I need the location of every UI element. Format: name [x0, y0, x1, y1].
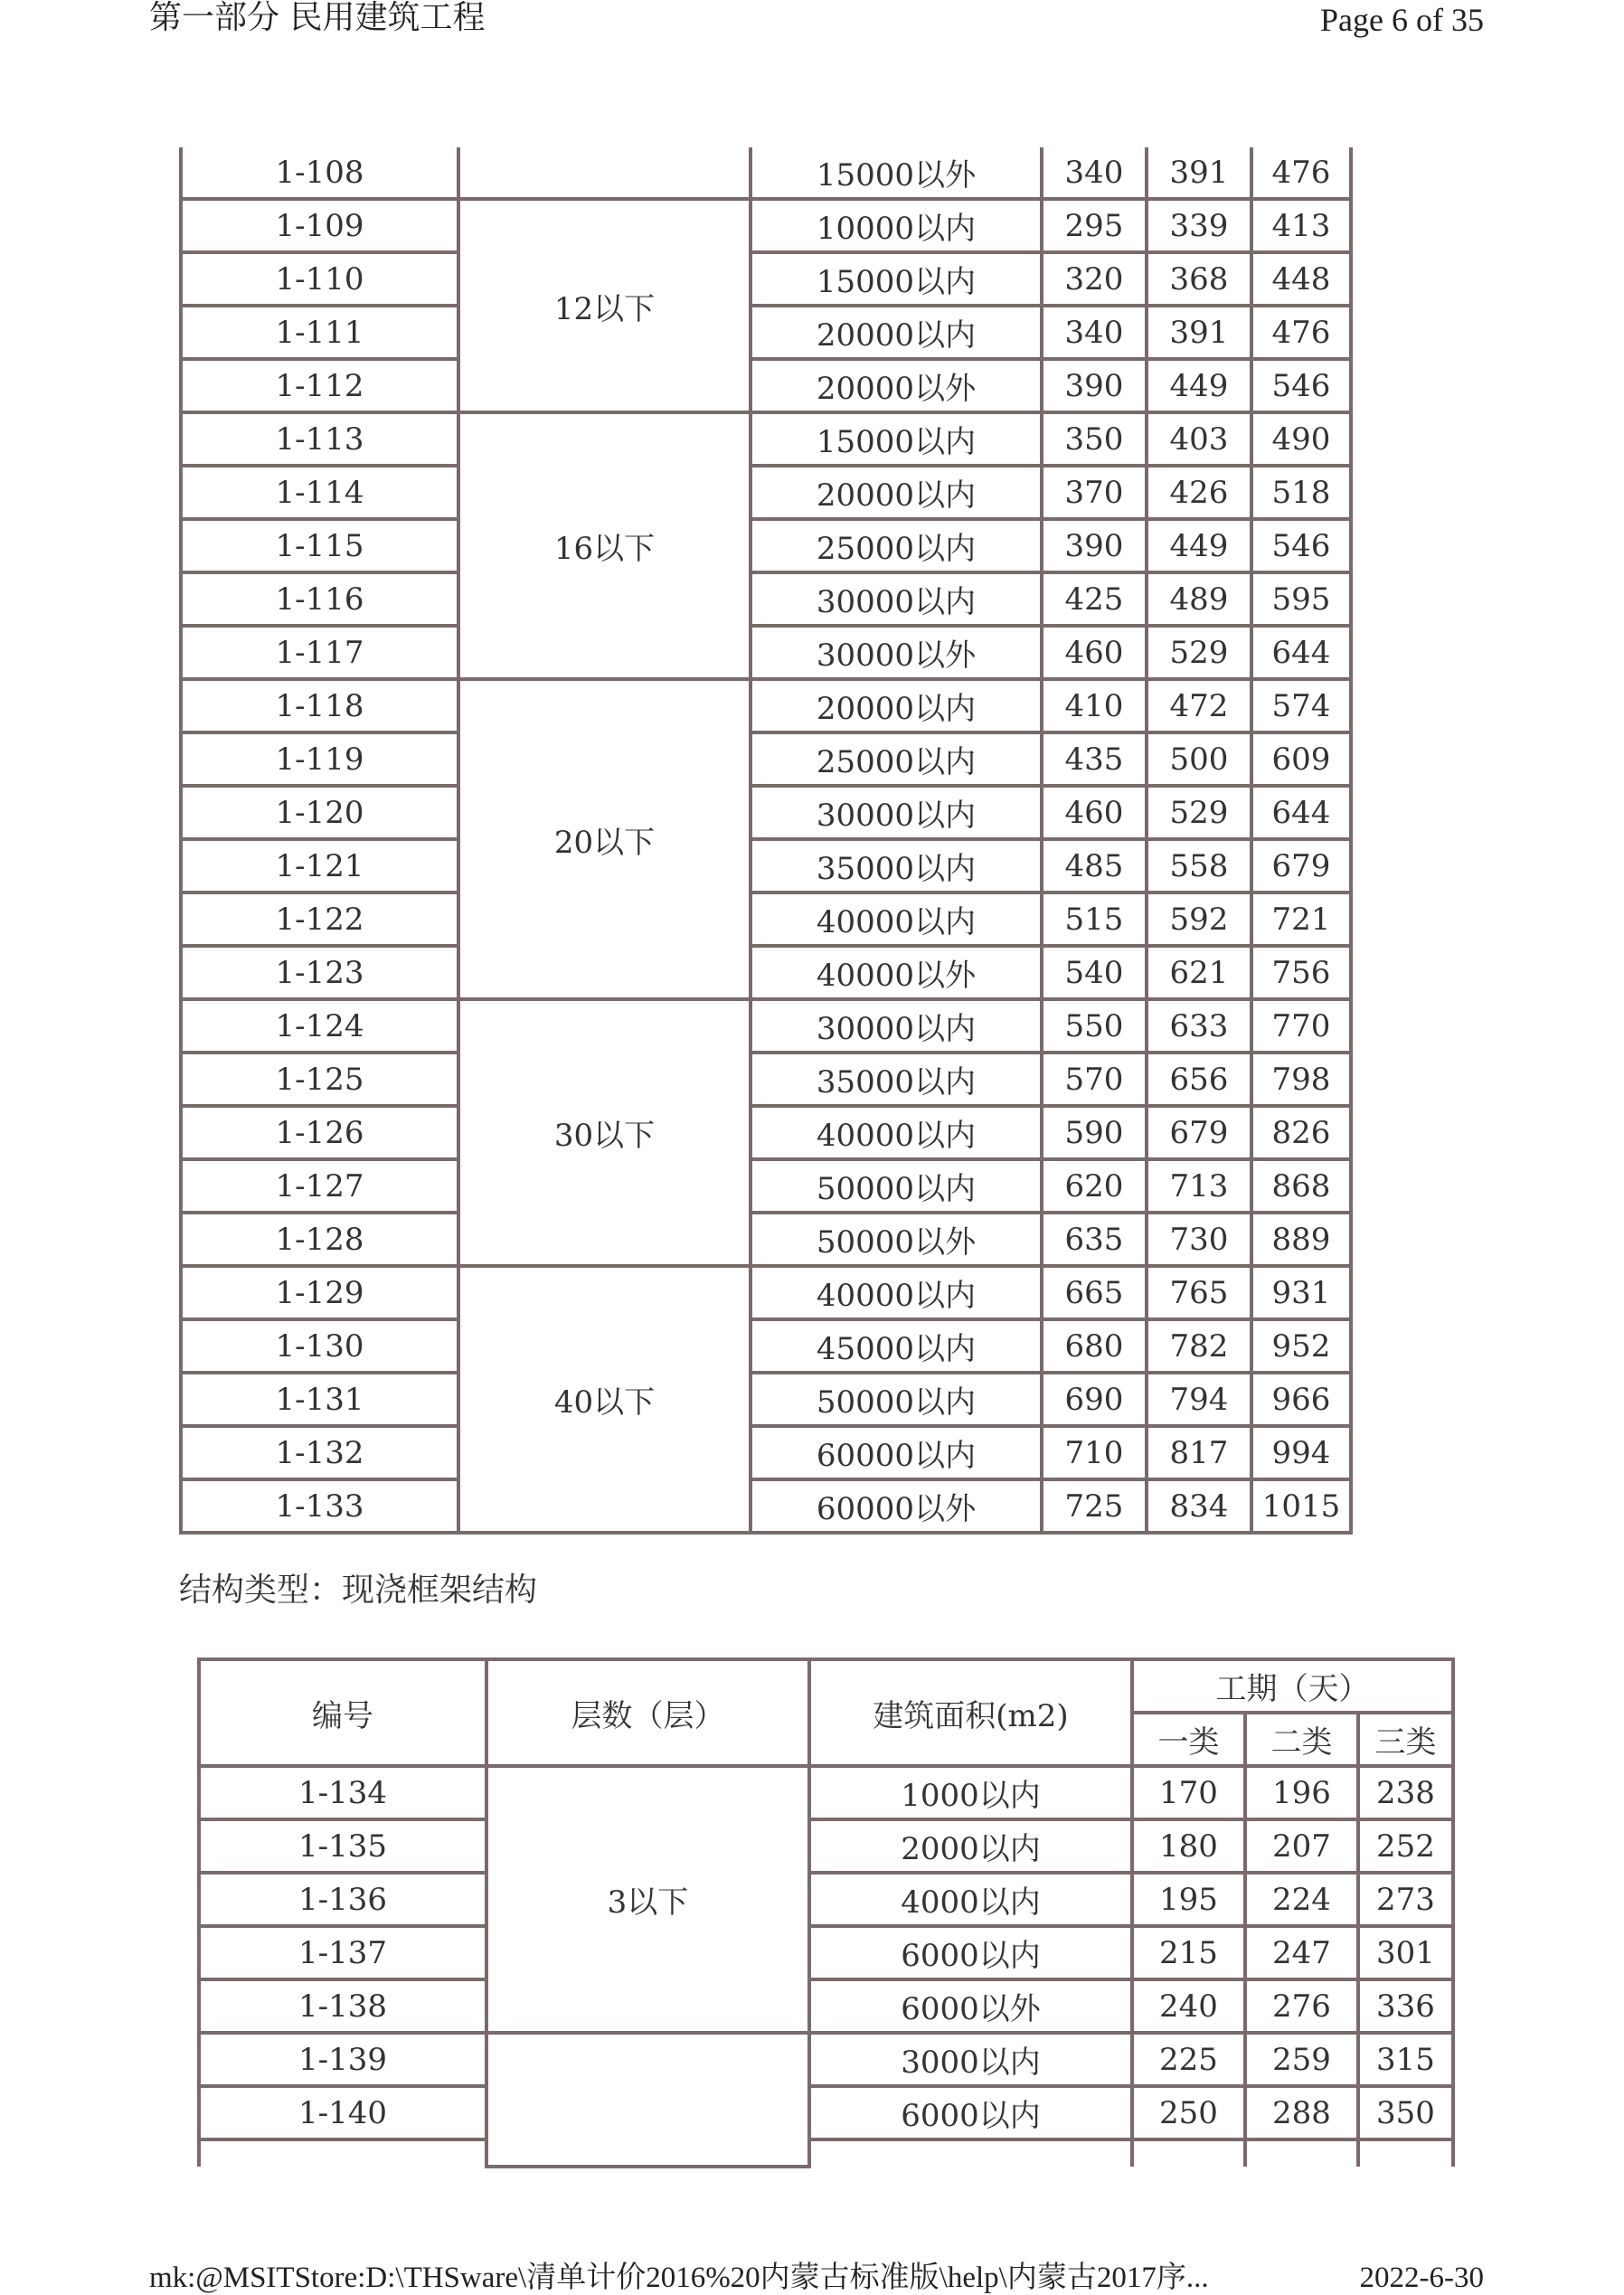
table-row: [199, 1766, 1453, 1819]
cell-class3: 413: [1251, 199, 1351, 252]
cell-class3: 868: [1251, 1159, 1351, 1213]
cell-area: 60000以外: [751, 1479, 1042, 1533]
header-number: 编号: [199, 1659, 486, 1766]
cell-class2: 489: [1147, 572, 1251, 626]
cell-class3: 490: [1251, 412, 1351, 466]
cell-area: 45000以内: [751, 1319, 1042, 1373]
cell-number: 1-123: [181, 946, 458, 999]
cell-class1: 225: [1132, 2033, 1245, 2086]
cell-class3: 476: [1251, 306, 1351, 359]
footer-path: mk:@MSITStore:D:\THSware\清单计价2016%20内蒙古标准版\help\内蒙古2017序...: [149, 2262, 1209, 2294]
cell-number: 1-108: [181, 147, 458, 199]
cell-area: 30000以内: [751, 999, 1042, 1053]
cell-area: 3000以内: [809, 2033, 1132, 2086]
table-row: [181, 1426, 1351, 1479]
cell-area: 40000以外: [751, 946, 1042, 999]
cell-floors: 40以下: [458, 1266, 751, 1533]
cell-class2: 529: [1147, 626, 1251, 679]
cell-area: 1000以内: [809, 1766, 1132, 1819]
cell-area: 30000以内: [751, 572, 1042, 626]
cell-number: 1-134: [199, 1766, 486, 1819]
table-row: [181, 732, 1351, 786]
table-row: [181, 147, 1351, 199]
cell-class1: 680: [1042, 1319, 1147, 1373]
table-row: [181, 999, 1351, 1053]
header-page-number: Page 6 of 35: [1320, 2, 1484, 38]
table-row: [199, 2086, 1453, 2139]
cell-number: 1-118: [181, 679, 458, 732]
cell-class1: 180: [1132, 1819, 1245, 1873]
cell-class2: 730: [1147, 1213, 1251, 1266]
cell-class3: 252: [1358, 1819, 1453, 1873]
cell-class3: 644: [1251, 786, 1351, 839]
header-period: 工期（天）: [1132, 1659, 1453, 1713]
cell-area: 35000以内: [751, 839, 1042, 892]
cell-area: 50000以外: [751, 1213, 1042, 1266]
cell-class3: 966: [1251, 1373, 1351, 1426]
cell-class1: 590: [1042, 1106, 1147, 1159]
cell-class1: 635: [1042, 1213, 1147, 1266]
cell-class2: 224: [1245, 1873, 1358, 1926]
cell-class3: 756: [1251, 946, 1351, 999]
cell-floors: [486, 2033, 809, 2167]
cell-class3: 518: [1251, 466, 1351, 519]
cell-number: 1-138: [199, 1979, 486, 2033]
cell-class2: 656: [1147, 1053, 1251, 1106]
cell-area: 20000以内: [751, 679, 1042, 732]
cell-class3: 476: [1251, 147, 1351, 199]
cell-class3: 595: [1251, 572, 1351, 626]
cell-class2: 713: [1147, 1159, 1251, 1213]
cell-class2: 288: [1245, 2086, 1358, 2139]
table-row: [181, 412, 1351, 466]
table-row: [199, 2033, 1453, 2086]
cell-number: 1-119: [181, 732, 458, 786]
cell-class2: 633: [1147, 999, 1251, 1053]
cell-number: 1-136: [199, 1873, 486, 1926]
table-row: [181, 1373, 1351, 1426]
table-row: [181, 892, 1351, 946]
table-row: [181, 1266, 1351, 1319]
table-row: [199, 1819, 1453, 1873]
cell-class2: [1245, 2139, 1358, 2167]
cell-class2: 500: [1147, 732, 1251, 786]
cell-area: 20000以外: [751, 359, 1042, 412]
cell-class3: 1015: [1251, 1479, 1351, 1533]
cell-class2: 391: [1147, 147, 1251, 199]
cell-class1: 390: [1042, 519, 1147, 572]
cell-class3: 644: [1251, 626, 1351, 679]
cell-class2: 259: [1245, 2033, 1358, 2086]
cell-class3: 609: [1251, 732, 1351, 786]
cell-class1: 540: [1042, 946, 1147, 999]
cell-floors: 30以下: [458, 999, 751, 1266]
cell-area: 15000以内: [751, 252, 1042, 306]
cell-area: 40000以内: [751, 892, 1042, 946]
cell-class3: 350: [1358, 2086, 1453, 2139]
cell-number: 1-133: [181, 1479, 458, 1533]
cell-area: 6000以内: [809, 1926, 1132, 1979]
cell-class1: 240: [1132, 1979, 1245, 2033]
header-class1: 一类: [1132, 1713, 1245, 1766]
table-row: [181, 466, 1351, 519]
cell-class1: 170: [1132, 1766, 1245, 1819]
cell-number: 1-127: [181, 1159, 458, 1213]
cell-class1: 370: [1042, 466, 1147, 519]
cell-class2: 472: [1147, 679, 1251, 732]
cell-class3: 721: [1251, 892, 1351, 946]
cell-area: 60000以内: [751, 1426, 1042, 1479]
cell-class3: 826: [1251, 1106, 1351, 1159]
cell-class1: 340: [1042, 306, 1147, 359]
table-row: [181, 1053, 1351, 1106]
duration-table-2: [197, 1658, 1455, 2168]
cell-area: 15000以外: [751, 147, 1042, 199]
cell-number: 1-120: [181, 786, 458, 839]
cell-class1: 460: [1042, 626, 1147, 679]
cell-class3: 994: [1251, 1426, 1351, 1479]
cell-class2: 529: [1147, 786, 1251, 839]
table-row: [181, 1479, 1351, 1533]
cell-class1: 340: [1042, 147, 1147, 199]
cell-number: 1-110: [181, 252, 458, 306]
cell-class1: 250: [1132, 2086, 1245, 2139]
cell-class3: 238: [1358, 1766, 1453, 1819]
cell-class1: 570: [1042, 1053, 1147, 1106]
cell-class3: 301: [1358, 1926, 1453, 1979]
cell-class1: 710: [1042, 1426, 1147, 1479]
cell-class1: 215: [1132, 1926, 1245, 1979]
cell-area: 20000以内: [751, 306, 1042, 359]
cell-class3: 546: [1251, 359, 1351, 412]
cell-number: 1-122: [181, 892, 458, 946]
cell-area: 10000以内: [751, 199, 1042, 252]
cell-area: 40000以内: [751, 1106, 1042, 1159]
cell-class2: 449: [1147, 359, 1251, 412]
cell-class2: 391: [1147, 306, 1251, 359]
table-row: [199, 1926, 1453, 1979]
cell-number: 1-139: [199, 2033, 486, 2086]
table-row: [199, 1979, 1453, 2033]
table-row: [181, 1106, 1351, 1159]
cell-class2: 817: [1147, 1426, 1251, 1479]
cell-class3: [1358, 2139, 1453, 2167]
cell-class2: 765: [1147, 1266, 1251, 1319]
cell-number: 1-116: [181, 572, 458, 626]
table-row: [181, 199, 1351, 252]
cell-class2: 621: [1147, 946, 1251, 999]
cell-class2: 247: [1245, 1926, 1358, 1979]
cell-class2: 679: [1147, 1106, 1251, 1159]
cell-class1: 665: [1042, 1266, 1147, 1319]
table-row: [181, 1213, 1351, 1266]
cell-number: 1-130: [181, 1319, 458, 1373]
cell-number: 1-113: [181, 412, 458, 466]
table-row: [181, 786, 1351, 839]
cell-class1: 435: [1042, 732, 1147, 786]
cell-area: 50000以内: [751, 1373, 1042, 1426]
cell-class3: 889: [1251, 1213, 1351, 1266]
header-class2: 二类: [1245, 1713, 1358, 1766]
cell-number: 1-121: [181, 839, 458, 892]
cell-floors: 3以下: [486, 1766, 809, 2033]
cell-class2: 794: [1147, 1373, 1251, 1426]
cell-area: 25000以内: [751, 519, 1042, 572]
cell-class3: 336: [1358, 1979, 1453, 2033]
cell-class3: 448: [1251, 252, 1351, 306]
cell-area: 40000以内: [751, 1266, 1042, 1319]
cell-class2: 339: [1147, 199, 1251, 252]
table-row: [181, 1319, 1351, 1373]
cell-floors: [458, 147, 751, 199]
cell-floors: 20以下: [458, 679, 751, 999]
cell-class1: 460: [1042, 786, 1147, 839]
cell-area: 4000以内: [809, 1873, 1132, 1926]
cell-class1: 410: [1042, 679, 1147, 732]
cell-class1: 485: [1042, 839, 1147, 892]
cell-floors: 12以下: [458, 199, 751, 412]
cell-class3: 574: [1251, 679, 1351, 732]
cell-class1: 295: [1042, 199, 1147, 252]
cell-area: 35000以内: [751, 1053, 1042, 1106]
cell-class3: 770: [1251, 999, 1351, 1053]
cell-area: 50000以内: [751, 1159, 1042, 1213]
cell-number: 1-131: [181, 1373, 458, 1426]
cell-number: [199, 2139, 486, 2167]
table-row: [181, 359, 1351, 412]
table-row: [181, 839, 1351, 892]
cell-area: 30000以内: [751, 786, 1042, 839]
cell-class1: 620: [1042, 1159, 1147, 1213]
cell-class2: 834: [1147, 1479, 1251, 1533]
cell-number: 1-125: [181, 1053, 458, 1106]
cell-number: 1-111: [181, 306, 458, 359]
footer-date: 2022-6-30: [1359, 2262, 1484, 2294]
cell-number: 1-126: [181, 1106, 458, 1159]
table-row: [181, 626, 1351, 679]
cell-class2: 558: [1147, 839, 1251, 892]
cell-class2: 276: [1245, 1979, 1358, 2033]
cell-area: 6000以内: [809, 2086, 1132, 2139]
cell-number: 1-112: [181, 359, 458, 412]
table-row: [181, 306, 1351, 359]
cell-class2: 426: [1147, 466, 1251, 519]
cell-class2: 592: [1147, 892, 1251, 946]
cell-area: 15000以内: [751, 412, 1042, 466]
cell-class1: 515: [1042, 892, 1147, 946]
cell-floors: 16以下: [458, 412, 751, 679]
cell-number: 1-132: [181, 1426, 458, 1479]
cell-class3: 546: [1251, 519, 1351, 572]
table-row: [181, 572, 1351, 626]
cell-class3: 273: [1358, 1873, 1453, 1926]
table-header-row: [199, 1659, 1453, 1713]
cell-class1: 390: [1042, 359, 1147, 412]
cell-number: 1-115: [181, 519, 458, 572]
cell-area: 20000以内: [751, 466, 1042, 519]
cell-class3: 952: [1251, 1319, 1351, 1373]
cell-number: 1-109: [181, 199, 458, 252]
header-section-title: 第一部分 民用建筑工程: [149, 0, 486, 36]
cell-class3: 679: [1251, 839, 1351, 892]
cell-class2: 449: [1147, 519, 1251, 572]
header-class3: 三类: [1358, 1713, 1453, 1766]
table-row: [181, 519, 1351, 572]
cell-number: 1-128: [181, 1213, 458, 1266]
table-row: [199, 1873, 1453, 1926]
cell-class2: 403: [1147, 412, 1251, 466]
cell-number: 1-135: [199, 1819, 486, 1873]
cell-area: 6000以外: [809, 1979, 1132, 2033]
structure-type-caption: 结构类型：现浇框架结构: [179, 1572, 538, 1609]
cell-class1: 320: [1042, 252, 1147, 306]
cell-class3: 931: [1251, 1266, 1351, 1319]
cell-number: 1-117: [181, 626, 458, 679]
cell-class1: 425: [1042, 572, 1147, 626]
cell-class1: [1132, 2139, 1245, 2167]
cell-number: 1-124: [181, 999, 458, 1053]
table-row: [181, 946, 1351, 999]
cell-class2: 196: [1245, 1766, 1358, 1819]
cell-class2: 782: [1147, 1319, 1251, 1373]
cell-area: 2000以内: [809, 1819, 1132, 1873]
header-area: 建筑面积(m2): [809, 1659, 1132, 1766]
header-floors: 层数（层）: [486, 1659, 809, 1766]
cell-class1: 550: [1042, 999, 1147, 1053]
table-row-partial: [199, 2139, 1453, 2167]
cell-class3: 798: [1251, 1053, 1351, 1106]
table-row: [181, 679, 1351, 732]
cell-class1: 195: [1132, 1873, 1245, 1926]
cell-class3: 315: [1358, 2033, 1453, 2086]
table-row: [181, 1159, 1351, 1213]
cell-area: 30000以外: [751, 626, 1042, 679]
table-row: [181, 252, 1351, 306]
cell-number: 1-129: [181, 1266, 458, 1319]
cell-class2: 368: [1147, 252, 1251, 306]
cell-class1: 690: [1042, 1373, 1147, 1426]
cell-area: 25000以内: [751, 732, 1042, 786]
cell-class2: 207: [1245, 1819, 1358, 1873]
cell-area: [809, 2139, 1132, 2167]
cell-class1: 725: [1042, 1479, 1147, 1533]
cell-number: 1-114: [181, 466, 458, 519]
cell-class1: 350: [1042, 412, 1147, 466]
cell-number: 1-137: [199, 1926, 486, 1979]
cell-number: 1-140: [199, 2086, 486, 2139]
duration-table-1: [179, 147, 1353, 1535]
